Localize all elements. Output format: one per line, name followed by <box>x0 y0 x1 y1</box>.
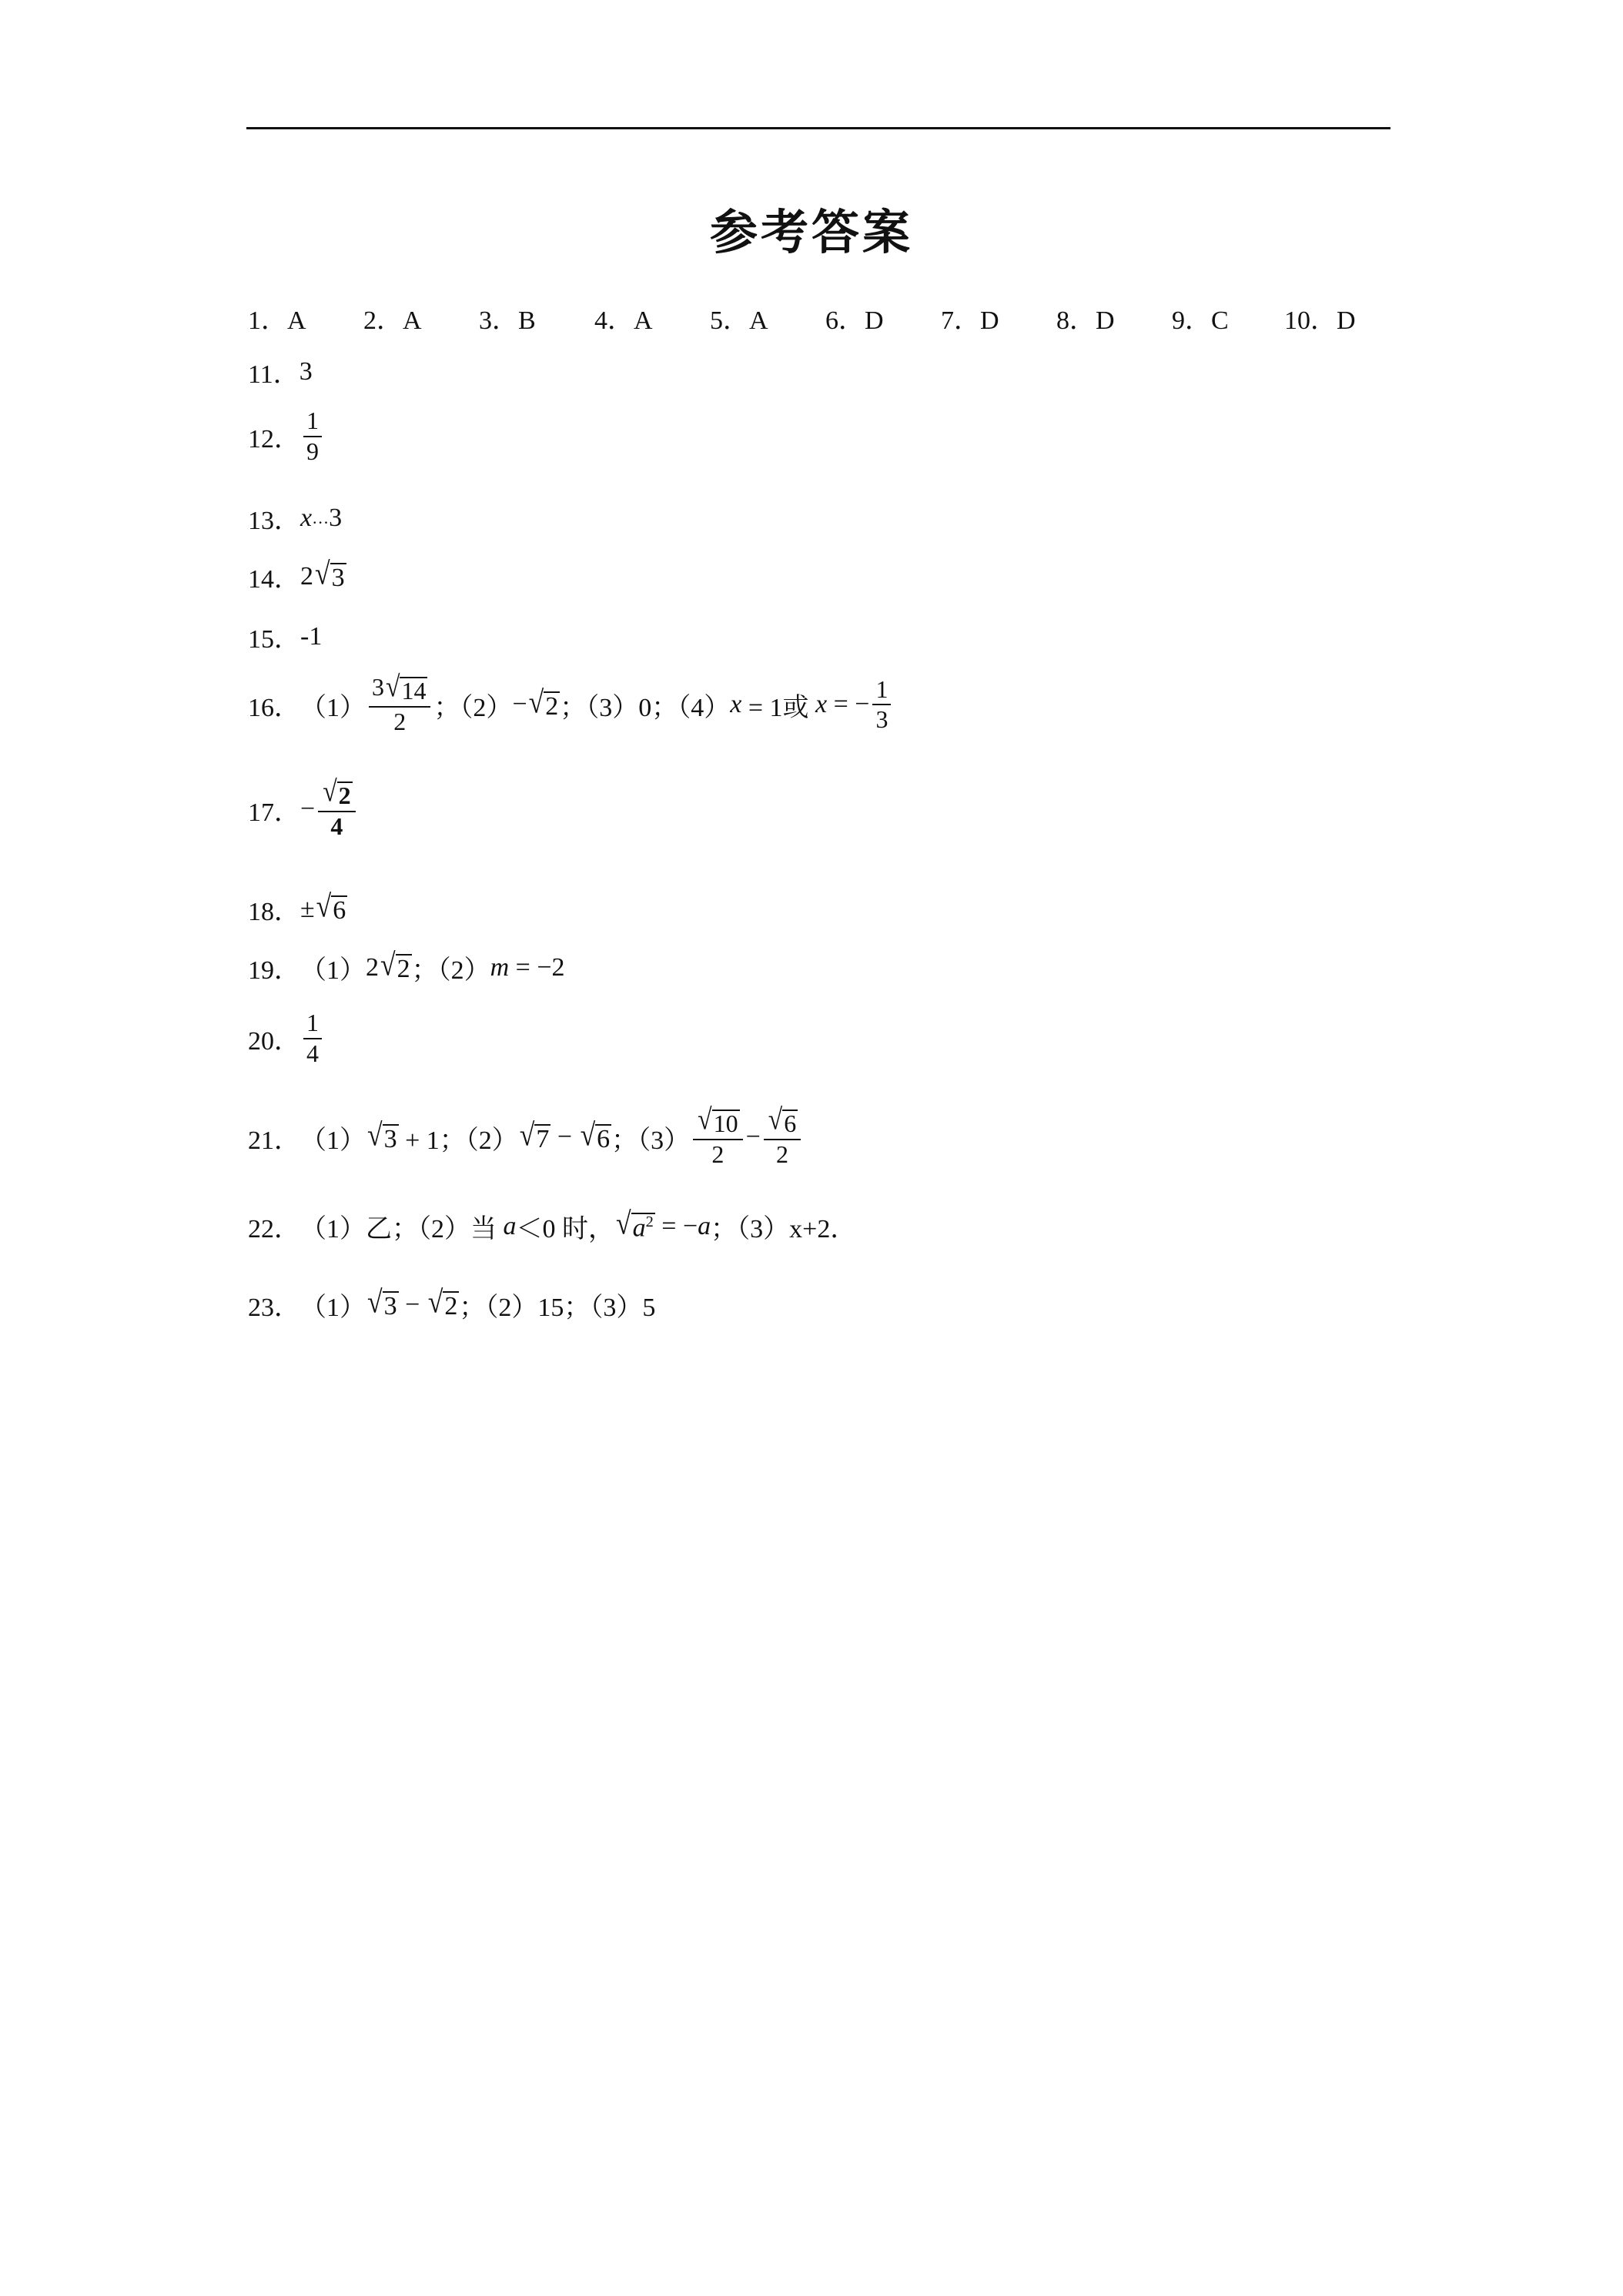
header-rule <box>246 127 1390 129</box>
denominator: 4 <box>306 1039 319 1067</box>
radicand: 3 <box>383 1124 397 1153</box>
question-number: 2． <box>363 306 403 335</box>
square-root: √ 14 <box>386 671 427 705</box>
square-root: √ 2 <box>528 684 559 721</box>
equation-text: = −2 <box>509 952 565 982</box>
question-number: 3． <box>479 306 518 335</box>
question-number: 16． <box>248 693 300 722</box>
square-root: √ 6 <box>768 1103 797 1137</box>
question-number: 12． <box>248 425 300 454</box>
denominator: 2 <box>776 1140 788 1168</box>
question-number: 21． <box>248 1126 300 1155</box>
sign: − <box>512 690 527 719</box>
answer-text: （1）乙；（2）当 <box>300 1215 504 1243</box>
answer-21 <box>248 1103 804 1168</box>
numerator: 1 <box>303 408 322 437</box>
answer-23 <box>248 1286 655 1324</box>
question-number: 18． <box>248 898 300 926</box>
coefficient: 2 <box>366 952 379 982</box>
choice-answer <box>825 299 884 336</box>
fraction <box>764 1103 801 1168</box>
coefficient: 3 <box>372 673 384 701</box>
numerator <box>693 1103 742 1140</box>
choice-answer <box>479 299 536 336</box>
square-root: √ 3 <box>315 556 345 593</box>
page-title: 参考答案 <box>709 204 913 260</box>
denominator: 3 <box>875 705 888 734</box>
choice-answer <box>710 299 768 336</box>
answer-letter: A <box>634 306 653 335</box>
choice-answer <box>363 299 422 336</box>
fraction <box>872 674 891 734</box>
answer-20 <box>248 1010 325 1066</box>
part-label: （1） <box>300 1294 366 1322</box>
question-number: 11． <box>248 360 300 389</box>
answer-letter: A <box>403 306 422 335</box>
choice-answer <box>594 299 653 336</box>
answer-22 <box>248 1207 856 1245</box>
variable: a <box>632 1213 646 1243</box>
choice-answer <box>1284 299 1356 336</box>
answer-17 <box>248 775 359 840</box>
variable: x <box>815 690 828 719</box>
answer-16 <box>248 671 894 735</box>
square-root: √ 2 <box>380 947 410 984</box>
separator: ；（2） <box>433 693 513 722</box>
variable: x <box>300 503 313 532</box>
numerator <box>318 775 355 812</box>
part-label: （1） <box>300 693 366 722</box>
answer-12 <box>248 408 325 464</box>
relation-symbol: … <box>312 507 330 527</box>
question-number: 20． <box>248 1027 300 1056</box>
answer-text: ；（2）15；（3）5 <box>459 1294 656 1322</box>
variable: m <box>490 952 510 982</box>
answer-11 <box>248 353 313 390</box>
question-number: 1． <box>248 306 287 335</box>
fraction <box>303 1010 322 1066</box>
question-number: 14． <box>248 565 300 594</box>
coefficient: 2 <box>300 561 313 591</box>
part-label: （1） <box>300 1126 366 1155</box>
variable: a <box>698 1211 711 1240</box>
question-number: 22． <box>248 1215 300 1243</box>
equation-text: = − <box>654 1211 698 1240</box>
fraction <box>303 408 322 464</box>
plus-minus-sign: ± <box>300 894 315 923</box>
fraction <box>318 775 355 840</box>
square-root: √ 7 <box>519 1116 550 1153</box>
denominator: 4 <box>330 812 343 840</box>
answer-letter: D <box>865 306 884 335</box>
question-number: 8． <box>1056 306 1096 335</box>
answer-letter: A <box>287 306 306 335</box>
question-number: 23． <box>248 1294 300 1322</box>
equation-text: = − <box>827 690 870 719</box>
minus-sign: − <box>745 1123 761 1152</box>
separator: ；（3） <box>611 1126 691 1155</box>
square-root: √ 10 <box>698 1103 738 1137</box>
answer-letter: B <box>518 306 536 335</box>
question-number: 5． <box>710 306 749 335</box>
answer-letter: A <box>749 306 768 335</box>
denominator: 2 <box>711 1140 724 1168</box>
question-number: 13． <box>248 507 300 535</box>
separator: ；（2） <box>411 956 490 985</box>
answer-letter: D <box>1096 306 1115 335</box>
radicand: 2 <box>444 1292 458 1321</box>
numerator <box>369 671 430 708</box>
question-number: 4． <box>594 306 634 335</box>
radicand: 2 <box>545 691 559 721</box>
part-label: （1） <box>300 956 366 985</box>
fraction <box>693 1103 742 1168</box>
square-root: √ 2 <box>427 1284 458 1321</box>
square-root: √ 3 <box>367 1116 397 1153</box>
radicand: 3 <box>383 1292 397 1321</box>
choice-answer <box>1172 299 1229 336</box>
radicand: 3 <box>331 564 345 593</box>
answer-text: -1 <box>300 621 323 651</box>
answer-14 <box>248 557 346 595</box>
square-root: √ 2 <box>323 775 351 809</box>
square-root: √ $a^2$ <box>616 1205 654 1243</box>
radicand: 14 <box>401 677 427 705</box>
answer-18 <box>248 890 347 928</box>
numerator: 1 <box>303 1010 322 1039</box>
answer-text: ；（3）x+2． <box>711 1215 857 1243</box>
minus-sign: − <box>398 1290 427 1319</box>
separator: ；（3）0；（4） <box>560 693 731 722</box>
radicand: 7 <box>536 1124 550 1153</box>
condition-text: ＜0 时， <box>516 1215 614 1243</box>
question-number: 10． <box>1284 306 1337 335</box>
value: 3 <box>329 503 343 532</box>
choice-answer <box>941 299 999 336</box>
radicand: 6 <box>333 896 346 925</box>
minus-sign: − <box>550 1123 579 1152</box>
choice-answer <box>1056 299 1115 336</box>
denominator: 2 <box>393 707 407 735</box>
radicand <box>631 1213 655 1242</box>
radicand: 6 <box>784 1110 797 1137</box>
exponent: 2 <box>645 1213 654 1230</box>
radicand: 6 <box>597 1124 611 1153</box>
sign: − <box>300 795 316 824</box>
answer-15 <box>248 618 322 655</box>
answer-19 <box>248 949 565 986</box>
square-root: √ 3 <box>367 1284 397 1321</box>
question-number: 15． <box>248 625 300 654</box>
radicand: 2 <box>338 782 351 809</box>
variable: a <box>503 1211 517 1240</box>
denominator: 9 <box>306 437 319 465</box>
answer-letter: C <box>1211 306 1229 335</box>
answer-13 <box>248 499 342 537</box>
equation-text: = 1或 <box>741 693 815 722</box>
question-number: 9． <box>1172 306 1211 335</box>
choice-answer <box>248 299 306 336</box>
question-number: 6． <box>825 306 865 335</box>
answer-text: 3 <box>299 356 313 386</box>
separator: + 1；（2） <box>398 1126 518 1155</box>
question-number: 19． <box>248 956 300 985</box>
answer-letter: D <box>1337 306 1356 335</box>
multiple-choice-answers <box>0 299 1623 335</box>
numerator <box>764 1103 801 1140</box>
answer-letter: D <box>980 306 999 335</box>
square-root: √ 6 <box>580 1116 611 1153</box>
square-root: √ 6 <box>316 889 346 925</box>
variable: x <box>730 690 742 719</box>
question-number: 7． <box>941 306 980 335</box>
numerator: 1 <box>872 677 891 706</box>
radicand: 2 <box>397 955 410 984</box>
fraction <box>369 671 430 735</box>
question-number: 17． <box>248 798 300 827</box>
radicand: 10 <box>713 1110 738 1137</box>
